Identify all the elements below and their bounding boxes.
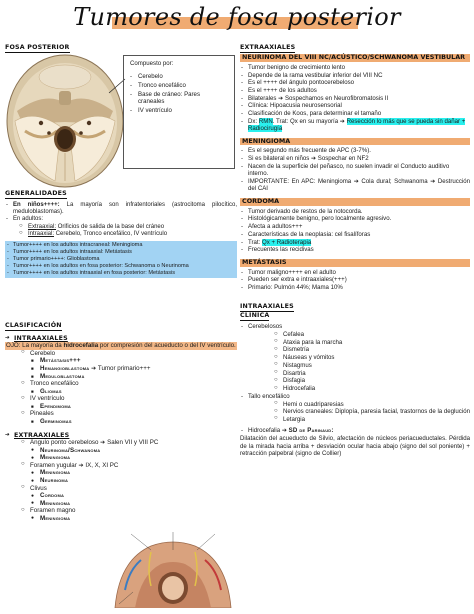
magno-subitem: ● Meningioma [31, 515, 237, 523]
ninos-item [5, 202, 237, 217]
hemangio-extra: Tumor primario+++ [97, 365, 151, 373]
intraaxiales-right-heading: INTRAAXIALES [240, 303, 294, 311]
compuesto-item: - IV ventrículo [130, 107, 228, 114]
clasificacion-section [5, 322, 237, 522]
ninos-label: En niños++++: [13, 201, 60, 208]
dx-rmn: RMN [258, 117, 273, 125]
ojo-rest: por compresión del acueducto o del IV ventrículo. [99, 342, 236, 350]
metastasis-item: - Pueden ser extra e intraaxiales(+++) [240, 276, 470, 283]
magno-sublist [21, 515, 237, 523]
hidrocefalia-text: Dilatación del acueducto de Silvio, afectación de núcleos periacueductales. Pérdida de la mirada hacia arriba + desviación ocular hacia abajo (signo del sol poniente) + retracción palpebral (signo de Collier) [240, 435, 470, 457]
clinica-list [240, 323, 470, 457]
hidrocefalia-item [240, 427, 470, 434]
skull-base-illustration [5, 53, 127, 189]
yugular-item: ○ Foramen yugular ➔ IX, X, XI PC [21, 462, 237, 470]
neurinoma-item: - Es el ++++ de los adultos [240, 87, 470, 94]
tallo-item: - Tallo encefálico [240, 393, 470, 400]
neurinoma-item: - Bilaterales ➔ Sospechamos en Neurofibromatosis II [240, 95, 470, 102]
intraaxiales-heading-text: INTRAAXIALES [14, 334, 68, 342]
cordoma-item: - Tumor derivado de restos de la notocorda. [240, 208, 470, 215]
compuesto-item: - Cerebelo [130, 73, 228, 80]
key-fact: - Tumor++++ en los adultos intraaxial en fosa posterior: Metástasis [7, 270, 235, 277]
cerebelo-sublist [21, 357, 237, 380]
cerebelosos-subitem: ○ Disfagia [274, 377, 470, 384]
trat-prefix: Trat: [248, 238, 262, 246]
neurinoma-dx [240, 118, 470, 133]
cordoma-item: - Frecuentes las recidivas [240, 246, 470, 253]
cordoma-item: - Histológicamente benigno, pero localmente agresivo. [240, 215, 470, 222]
ojo-note [5, 342, 237, 350]
ojo-hidrocefalia: hidrocefalia [63, 342, 99, 350]
cerebelosos-subitem: ○ Hidrocefalia [274, 385, 470, 392]
cordoma-trat [240, 239, 470, 246]
adultos-sublist [5, 224, 237, 239]
dx-highlight: Resección lo más que se pueda sin dañar + Radiocirugía [248, 117, 466, 133]
compuesto-box [123, 55, 235, 169]
neurinoma-item: - Depende de la rama vestibular inferior del VIII NC [240, 72, 470, 79]
compuesto-item: - Tronco encefálico [130, 82, 228, 89]
meningioma-item: - Es el segundo más frecuente de APC (3-7%). [240, 147, 470, 154]
cerebelo-subitem: ■ Metástasis+++ [31, 357, 237, 365]
extra-list [5, 439, 237, 522]
cordoma-heading: CORDOMA [240, 198, 470, 206]
clivus-item: ○ Clivus [21, 485, 237, 493]
cerebelo-subitem-row: ■ Hemangioblastoma ➔ Tumor primario+++ [31, 365, 237, 373]
cerebelosos-subitem: ○ Cefalea [274, 331, 470, 338]
cerebelo-item: ○ Cerebelo [21, 350, 237, 358]
tallo-subitem: ○ Letargia [274, 416, 470, 423]
metastasis-heading: METÁSTASIS [240, 259, 470, 267]
angulo-subitem: ● Meningioma [31, 454, 237, 462]
key-facts-box [5, 241, 237, 277]
key-fact: - Tumor primario++++: Glioblastoma [7, 256, 235, 263]
cerebelosos-sublist [240, 331, 470, 392]
clivus-sublist [21, 492, 237, 507]
angulo-item: ○ Ángulo ponto cerebeloso ➔ Salen VII y VIII PC [21, 439, 237, 447]
extraaxiales-heading-text: EXTRAAXIALES [14, 431, 70, 439]
ninos-text: La mayoría son infratentoriales (astrocitoma pilocítico, meduloblastomas). [13, 201, 237, 215]
hidro-parinaud: SD de Parinaud: [288, 427, 334, 435]
extraaxial-label: Extraaxial: [28, 223, 57, 230]
neurinoma-item: - Tumor benigno de crecimiento lento [240, 64, 470, 71]
hidro-prefix: Hidrocefalia ➔ [248, 427, 289, 435]
angulo-subitem: ● Neurinoma/Schwanoma [31, 447, 237, 455]
meningioma-item: - Si es bilateral en niños ➔ Sospechar en NF2 [240, 155, 470, 162]
tronco-sublist [21, 388, 237, 396]
clasificacion-heading: CLASIFICACIÓN [5, 322, 62, 329]
right-column [240, 44, 470, 610]
dx-prefix: Dx: [248, 117, 259, 125]
title-banner [0, 0, 474, 40]
ventriculo-sublist [21, 403, 237, 411]
key-fact: - Tumor++++ en los adultos en fosa posterior: Schwanoma o Neurinoma [7, 263, 235, 270]
neurinoma-item: - Clínica: Hipoacusia neurosensorial [240, 102, 470, 109]
ventriculo-item: ○ IV ventrículo [21, 395, 237, 403]
ventriculo-subitem: ■ Ependimoma [31, 403, 237, 411]
pineales-item: ○ Pineales [21, 410, 237, 418]
generalidades-heading: GENERALIDADES [5, 190, 67, 197]
intra-list [5, 350, 237, 426]
tronco-subitem: ■ Gliomas [31, 388, 237, 396]
yugular-subitem: ● Meningioma [31, 469, 237, 477]
extraaxiales-right-heading: EXTRAAXIALES [240, 44, 296, 51]
cerebelo-subitem: Hemangioblastoma [40, 365, 90, 373]
extraaxial-text: Orificios de salida de la base del cráneo [57, 223, 165, 230]
yugular-subitem: ● Neurinoma [31, 477, 237, 485]
cerebelosos-subitem: ○ Nistagmus [274, 362, 470, 369]
intraaxial-item [19, 231, 237, 238]
pineales-subitem: ■ Germinomas [31, 418, 237, 426]
tronco-item: ○ Tronco encefálico [21, 380, 237, 388]
generalidades-section [5, 190, 237, 278]
neurinoma-item: - Clasificación de Koos, para determinar el tamaño [240, 110, 470, 117]
metastasis-list [240, 269, 470, 292]
cerebelosos-subitem: ○ Náuseas y vómitos [274, 354, 470, 361]
fosa-heading: FOSA POSTERIOR [5, 44, 70, 51]
compuesto-title: Compuesto por: [130, 60, 174, 67]
tallo-subitem: ○ Hemi o cuadriparesias [274, 401, 470, 408]
cordoma-item: - Características de la neoplasia: cel fisalíforas [240, 231, 470, 238]
cerebelo-subitem: ■ Meduloblastoma [31, 373, 237, 381]
compuesto-item: - Base de cráneo: Pares craneales [130, 91, 228, 106]
metastasis-item: - Primario: Pulmón 44%; Mama 10% [240, 284, 470, 291]
compuesto-list [130, 73, 228, 114]
extraaxiales-heading [5, 432, 237, 440]
tallo-subitem: ○ Nervios craneales: Diplopía, paresia facial, trastornos de la deglución [274, 408, 470, 415]
clivus-subitem: ● Cordoma [31, 492, 237, 500]
trat-highlight: Qx + Radioterapia [262, 238, 312, 246]
key-fact: - Tumor++++ en los adultos intracraneal: Meningioma [7, 242, 235, 249]
extraaxial-item [19, 224, 237, 231]
neurinoma-item: - Es el ++++ del ángulo pontocerebeloso [240, 79, 470, 86]
left-column [5, 44, 237, 610]
magno-item: ○ Foramen magno [21, 507, 237, 515]
cerebelosos-subitem: ○ Ataxia para la marcha [274, 339, 470, 346]
angulo-sublist [21, 447, 237, 462]
intraaxial-text: Cerebelo, Tronco encefálico, IV ventrículo [55, 230, 168, 237]
clivus-subitem: ● Meningioma [31, 500, 237, 508]
dx-mid: . Trat: Qx en su mayoría ➔ [272, 117, 347, 125]
cordoma-item: - Afecta a adultos+++ [240, 223, 470, 230]
cerebelosos-subitem: ○ Disartria [274, 370, 470, 377]
meningioma-heading: MENINGIOMA [240, 138, 470, 146]
adultos-item [5, 216, 237, 223]
pineales-sublist [21, 418, 237, 426]
page-title: Tumores de fosa posterior [73, 3, 401, 31]
clinica-heading: CLÍNICA [240, 312, 270, 320]
key-fact: - Tumor++++ en los adultos intraaxial: Metástasis [7, 249, 235, 256]
metastasis-item: - Tumor maligno++++ en el adulto [240, 269, 470, 276]
neurinoma-heading: NEURINOMA DEL VIII NC/ACÚSTICO/SCHWANOMA VESTIBULAR [240, 54, 470, 62]
yugular-sublist [21, 469, 237, 484]
cordoma-list [240, 208, 470, 254]
intraaxial-label: Intraaxial: [28, 230, 55, 237]
ojo-text: OJO: La mayoría da [6, 342, 62, 350]
meningioma-item: - Nacen de la superficie del peñasco, no suelen invadir el Conducto auditivo interno. [240, 163, 470, 178]
tallo-sublist [240, 401, 470, 424]
meningioma-list [240, 147, 470, 192]
adultos-label: En adultos: [13, 216, 44, 223]
cerebelosos-item: - Cerebelosos [240, 323, 470, 330]
meningioma-item: - IMPORTANTE: En APC: Meningioma ➔ Cola dural; Schwanoma ➔ Destrucción del CAI [240, 178, 470, 193]
intraaxiales-heading [5, 335, 237, 343]
cerebelosos-subitem: ○ Dismetría [274, 346, 470, 353]
intraaxiales-right [240, 303, 470, 321]
foramen-magnum-illustration [111, 530, 231, 610]
neurinoma-list [240, 64, 470, 133]
